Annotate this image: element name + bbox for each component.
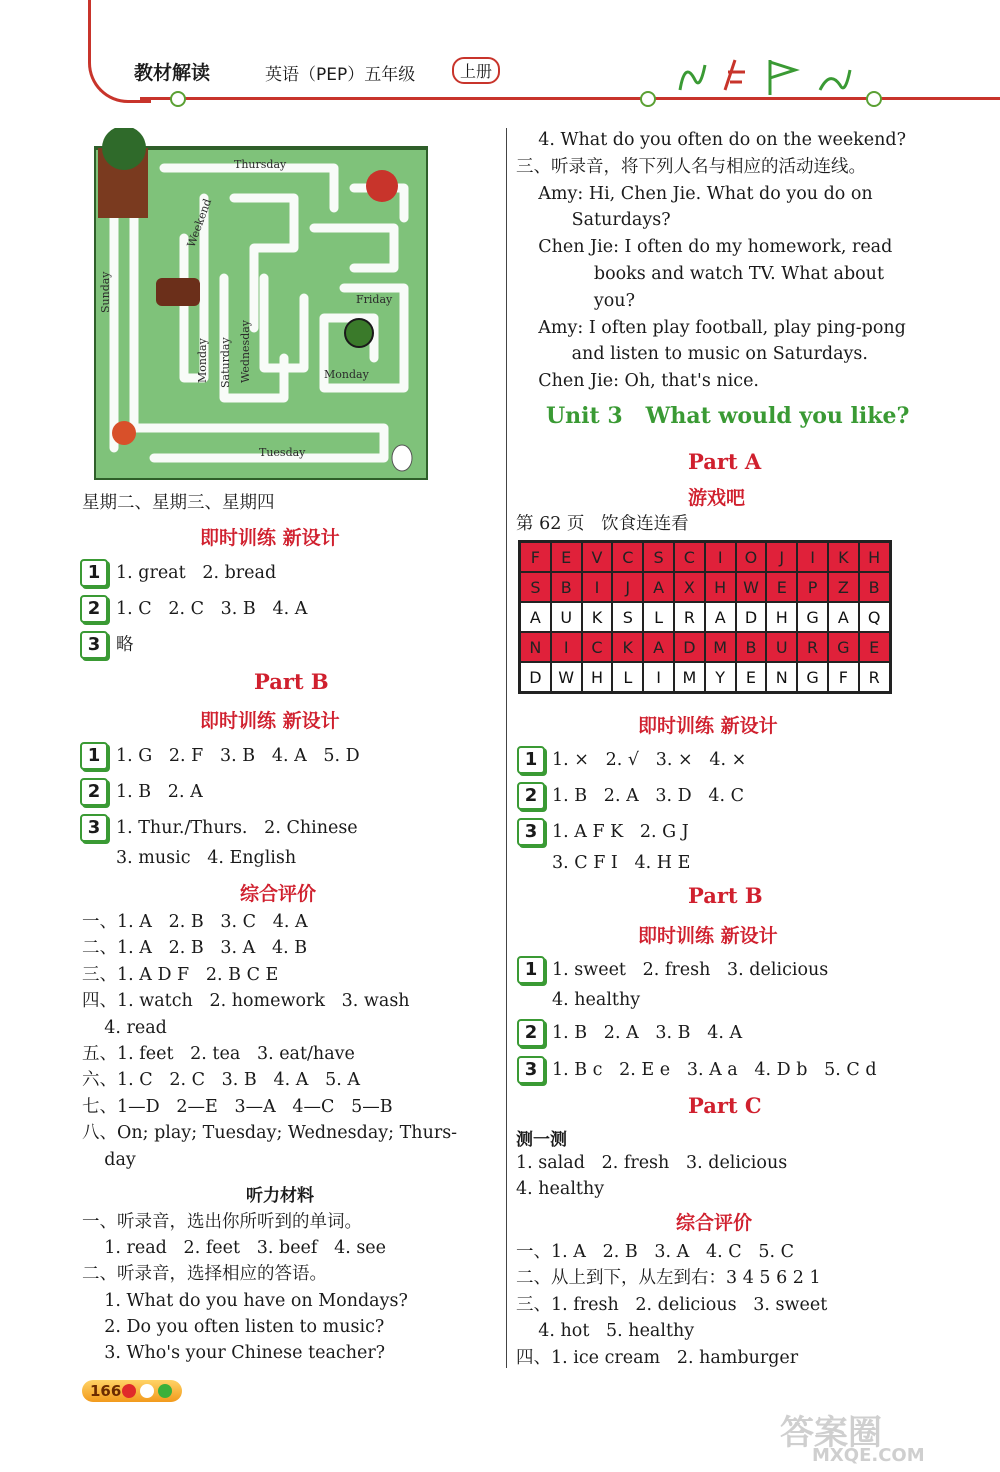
grid-cell: X — [674, 572, 705, 602]
answer-line: 1. B c 2. E e 3. A a 4. D b 5. C d — [552, 1060, 877, 1080]
grid-cell: A — [828, 602, 859, 632]
header-dot — [866, 91, 882, 107]
text-line: 4. What do you often do on the weekend? — [516, 130, 906, 150]
page-dot — [122, 1384, 136, 1398]
log-icon — [156, 278, 200, 306]
answer-line: 4. healthy — [552, 990, 641, 1010]
answer-line: 1. B 2. A 3. D 4. C — [552, 786, 745, 806]
text-line: 四、1. ice cream 2. hamburger — [516, 1347, 799, 1368]
game-caption: 第 62 页 饮食连连看 — [516, 514, 689, 534]
grid-cell: G — [797, 602, 828, 632]
grid-cell: S — [612, 602, 643, 632]
page-dot — [158, 1384, 172, 1398]
answer-line: 1. Thur./Thurs. 2. Chinese — [116, 818, 358, 838]
grid-cell: H — [705, 572, 736, 602]
grid-cell: C — [582, 632, 613, 662]
text-line: Chen Jie: I often do my homework, read — [516, 237, 893, 258]
text-line: 一、听录音，选出你所听到的单词。 — [82, 1212, 362, 1232]
exercise-badge: 3 — [517, 818, 545, 846]
grid-cell: E — [551, 542, 582, 572]
grid-cell: G — [828, 632, 859, 662]
grid-cell: S — [643, 542, 674, 572]
text-line: 2. Do you often listen to music? — [82, 1316, 385, 1337]
text-line: day — [82, 1149, 136, 1170]
maze-illustration — [94, 128, 428, 480]
exercise-badge: 2 — [517, 1019, 545, 1047]
grid-cell: F — [520, 542, 551, 572]
grid-cell: Z — [828, 572, 859, 602]
grid-cell: H — [766, 602, 797, 632]
text-line: 4. hot 5. healthy — [516, 1321, 695, 1342]
grid-cell: A — [643, 572, 674, 602]
grid-cell: K — [582, 602, 613, 632]
text-line: 八、On; play; Tuesday; Wednesday; Thurs- — [82, 1123, 458, 1144]
maze-label: Saturday — [219, 337, 232, 388]
grid-cell: C — [674, 542, 705, 572]
text-line: and listen to music on Saturdays. — [516, 344, 868, 365]
grid-cell: I — [797, 542, 828, 572]
section-title: 即时训练 新设计 — [200, 527, 340, 549]
maze-label: Friday — [356, 293, 393, 306]
section-title: 测一测 — [516, 1130, 567, 1150]
answer-line: 1. G 2. F 3. B 4. A 5. D — [116, 746, 360, 766]
text-line: 四、1. watch 2. homework 3. wash — [82, 991, 410, 1012]
header-book-title: 教材解读 — [134, 62, 211, 84]
grid-cell: H — [582, 662, 613, 692]
exercise-badge: 3 — [517, 1056, 545, 1084]
part-heading: Part B — [688, 883, 763, 908]
grid-cell: R — [674, 602, 705, 632]
grid-cell: A — [705, 602, 736, 632]
grid-cell: J — [766, 542, 797, 572]
column-divider — [506, 128, 507, 1368]
section-title: 即时训练 新设计 — [638, 715, 778, 737]
section-title: 综合评价 — [676, 1212, 753, 1234]
grid-cell: A — [520, 602, 551, 632]
text-line: 三、听录音，将下列人名与相应的活动连线。 — [516, 156, 866, 177]
snake-icon — [345, 319, 373, 347]
text-line: 三、1. fresh 2. delicious 3. sweet — [516, 1294, 828, 1315]
header-dot — [640, 91, 656, 107]
exercise-badge: 2 — [80, 778, 108, 806]
page-number-tab — [82, 1380, 182, 1402]
grid-cell: I — [551, 632, 582, 662]
watermark-logo: 答案圈 — [780, 1413, 882, 1453]
section-title: 即时训练 新设计 — [200, 710, 340, 732]
text-line: 六、1. C 2. C 3. B 4. A 5. A — [82, 1070, 360, 1091]
part-heading: Part B — [254, 669, 329, 694]
text-line: 二、从上到下，从左到右：3 4 5 6 2 1 — [516, 1268, 821, 1289]
grid-cell: B — [859, 572, 890, 602]
exercise-badge: 3 — [80, 814, 108, 842]
grid-cell: L — [612, 662, 643, 692]
answer-line: 4. healthy — [516, 1179, 605, 1199]
text-line: Chen Jie: Oh, that's nice. — [516, 371, 759, 392]
exercise-badge: 1 — [517, 746, 545, 774]
grid-cell: M — [674, 662, 705, 692]
grid-cell: W — [551, 662, 582, 692]
exercise-badge: 3 — [80, 631, 108, 659]
text-line: 1. What do you have on Mondays? — [82, 1290, 408, 1311]
header-volume-tag: 上册 — [452, 57, 500, 84]
maze-label: Monday — [324, 368, 369, 381]
answer-line: 1. C 2. C 3. B 4. A — [116, 599, 308, 619]
text-line: 1. read 2. feet 3. beef 4. see — [82, 1238, 387, 1259]
grid-cell: N — [520, 632, 551, 662]
text-line: 一、1. A 2. B 3. C 4. A — [82, 912, 308, 932]
answer-line: 1. salad 2. fresh 3. delicious — [516, 1153, 788, 1173]
text-line: 三、1. A D F 2. B C E — [82, 964, 279, 985]
maze-label: Weekend — [184, 196, 215, 250]
grid-cell: V — [582, 542, 613, 572]
maze-label: Wednesday — [239, 319, 252, 383]
grid-cell: W — [736, 572, 767, 602]
section-title: 即时训练 新设计 — [638, 925, 778, 947]
tiger-icon — [112, 421, 136, 445]
grid-cell: B — [551, 572, 582, 602]
header-subject: 英语（PEP）五年级 — [265, 65, 416, 85]
maze-answer: 星期二、星期三、星期四 — [82, 493, 275, 513]
grid-cell: D — [520, 662, 551, 692]
part-heading: Part C — [688, 1093, 762, 1118]
grid-cell: I — [582, 572, 613, 602]
page-dot — [140, 1384, 154, 1398]
text-line: Amy: I often play football, play ping-pong — [516, 317, 906, 338]
grid-cell: N — [766, 662, 797, 692]
section-title: 综合评价 — [240, 883, 317, 905]
grid-cell: U — [551, 602, 582, 632]
grid-cell: E — [766, 572, 797, 602]
grid-cell: E — [859, 632, 890, 662]
grid-cell: L — [643, 602, 674, 632]
grid-cell: R — [859, 662, 890, 692]
grid-cell: H — [859, 542, 890, 572]
letter-grid — [518, 540, 892, 694]
answer-line: 1. A F K 2. G J — [552, 822, 689, 842]
text-line: 4. read — [82, 1017, 167, 1038]
text-line: Saturdays? — [516, 210, 671, 231]
grid-cell: F — [828, 662, 859, 692]
page-number: 166 — [90, 1382, 122, 1400]
text-line: 七、1—D 2—E 3—A 4—C 5—B — [82, 1096, 393, 1117]
grid-cell: O — [736, 542, 767, 572]
grid-cell: A — [643, 632, 674, 662]
grid-cell: K — [828, 542, 859, 572]
text-line: books and watch TV. What about — [516, 264, 884, 284]
lion-icon — [366, 170, 398, 202]
exercise-badge: 1 — [517, 956, 545, 984]
grid-cell: I — [643, 662, 674, 692]
maze-label: Tuesday — [259, 446, 306, 459]
answer-line: 略 — [116, 635, 134, 655]
answer-line: 1. × 2. √ 3. × 4. × — [552, 750, 747, 770]
header-dot — [170, 91, 186, 107]
answer-line: 1. great 2. bread — [116, 563, 277, 583]
text-line: 二、听录音，选择相应的答语。 — [82, 1264, 327, 1285]
text-line: Amy: Hi, Chen Jie. What do you do on — [516, 183, 873, 204]
grid-cell: S — [520, 572, 551, 602]
exercise-badge: 2 — [517, 782, 545, 810]
grid-cell: R — [797, 632, 828, 662]
grid-cell: C — [612, 542, 643, 572]
answer-line: 1. sweet 2. fresh 3. delicious — [552, 960, 829, 980]
grid-cell: I — [705, 542, 736, 572]
grid-cell: M — [705, 632, 736, 662]
part-heading: Part A — [688, 449, 762, 474]
grid-cell: J — [612, 572, 643, 602]
grid-cell: U — [766, 632, 797, 662]
section-title: 听力材料 — [246, 1186, 314, 1206]
grid-cell: P — [797, 572, 828, 602]
unit-title: Unit 3 What would you like? — [546, 403, 910, 429]
maze-label: Monday — [196, 338, 209, 383]
answer-line: 3. music 4. English — [116, 848, 297, 868]
exercise-badge: 2 — [80, 595, 108, 623]
section-title: 游戏吧 — [688, 487, 746, 509]
answer-line: 3. C F I 4. H E — [552, 853, 691, 873]
tree-icon — [98, 128, 148, 218]
exercise-badge: 1 — [80, 559, 108, 587]
answer-line: 1. B 2. A — [116, 782, 203, 802]
text-line: 二、1. A 2. B 3. A 4. B — [82, 938, 308, 959]
text-line: 3. Who's your Chinese teacher? — [82, 1343, 386, 1363]
header-decoration-icon — [670, 50, 860, 100]
grid-cell: K — [612, 632, 643, 662]
grid-cell: D — [736, 602, 767, 632]
grid-cell: B — [736, 632, 767, 662]
rabbit-icon — [392, 445, 412, 471]
grid-cell: E — [736, 662, 767, 692]
answer-line: 1. B 2. A 3. B 4. A — [552, 1023, 743, 1043]
text-line: 一、1. A 2. B 3. A 4. C 5. C — [516, 1242, 794, 1262]
grid-cell: D — [674, 632, 705, 662]
grid-cell: G — [797, 662, 828, 692]
exercise-badge: 1 — [80, 742, 108, 770]
grid-cell: Y — [705, 662, 736, 692]
maze-label: Sunday — [99, 271, 112, 313]
text-line: 五、1. feet 2. tea 3. eat/have — [82, 1044, 355, 1064]
maze-label: Thursday — [234, 158, 287, 171]
watermark-url: MXQE.COM — [812, 1445, 925, 1466]
text-line: you? — [516, 290, 635, 311]
grid-cell: Q — [859, 602, 890, 632]
